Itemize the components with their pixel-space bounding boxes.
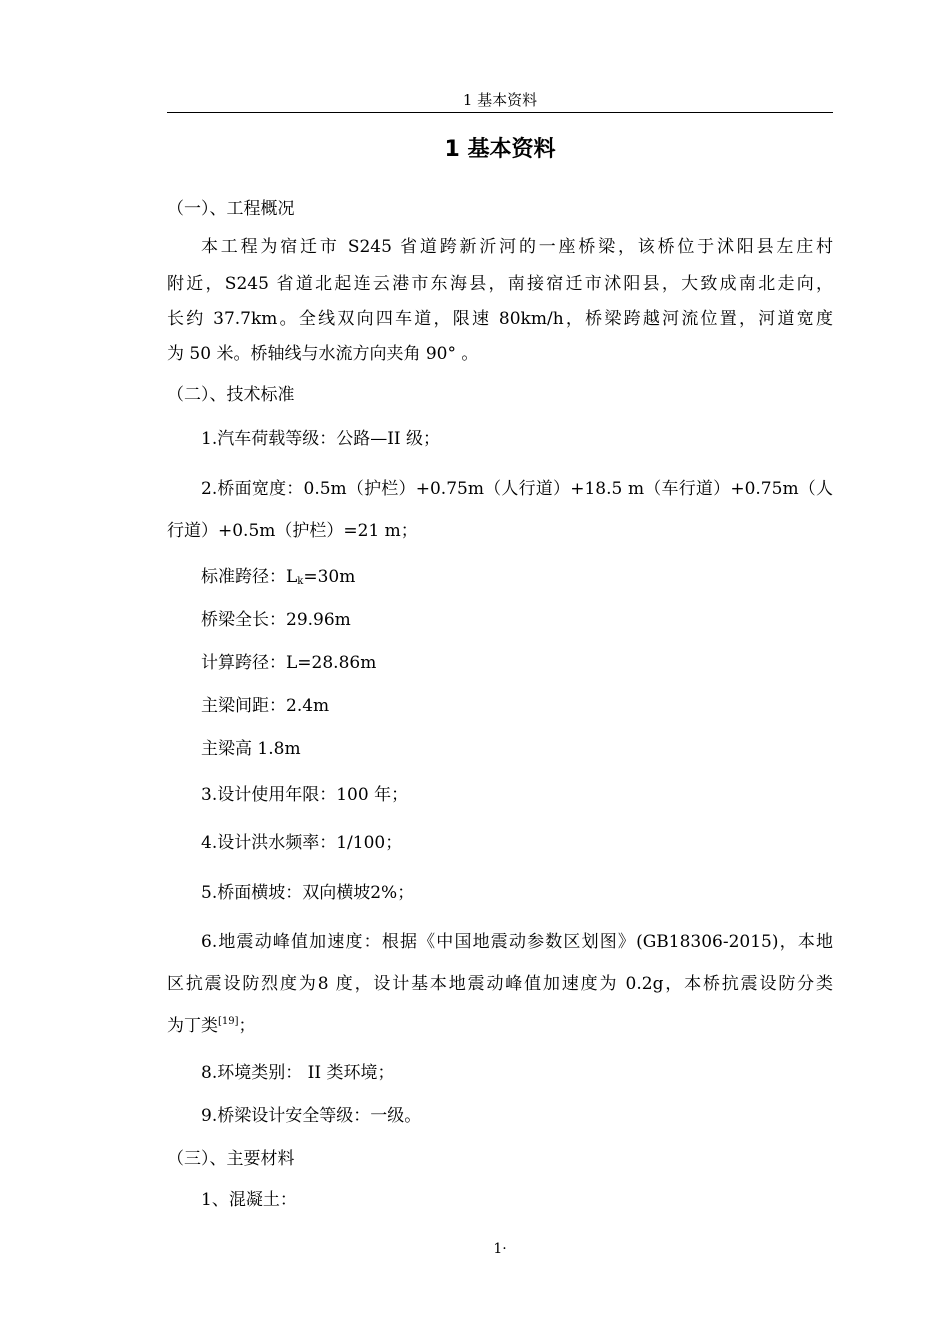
running-header: 1 基本资料: [462, 91, 538, 109]
standard-span-prefix: 标准跨径：L: [201, 567, 298, 587]
section-heading-standards: （二）、技术标准: [167, 385, 295, 405]
girder-height: 主梁高 1.8m: [201, 739, 301, 759]
standard-item-2-line-2: 行道）+0.5m（护栏）=21 m；: [167, 521, 418, 541]
overview-paragraph-line-2: 附近，S245 省道北起连云港市东海县，南接宿迁市沭阳县，大致成南北走向，: [167, 274, 833, 294]
standard-item-3: 3.设计使用年限：100 年；: [201, 785, 409, 805]
standard-item-6-line-1: 6.地震动峰值加速度：根据《中国地震动参数区划图》(GB18306-2015)，本地: [201, 932, 833, 952]
section-heading-materials: （三）、主要材料: [167, 1149, 295, 1169]
overview-paragraph-line-3: 长约 37.7km。全线双向四车道，限速 80km/h，桥梁跨越河流位置，河道宽度: [167, 309, 833, 329]
standard-span-suffix: =30m: [303, 567, 356, 587]
standard-item-2-line-1: 2.桥面宽度：0.5m（护栏）+0.75m（人行道）+18.5 m（车行道）+0.75m（人: [201, 479, 833, 499]
header-rule: [167, 112, 833, 113]
standard-item-6-line-3-text: 为丁类: [167, 1016, 218, 1036]
girder-spacing: 主梁间距：2.4m: [201, 696, 330, 716]
standard-item-6-line-3-end: ；: [238, 1016, 256, 1036]
materials-concrete: 1、混凝土：: [201, 1190, 297, 1210]
standard-item-5: 5.桥面横坡：双向横坡2%；: [201, 883, 415, 903]
overview-paragraph-line-1: 本工程为宿迁市 S245 省道跨新沂河的一座桥梁，该桥位于沭阳县左庄村: [201, 237, 833, 257]
citation-reference: [19]: [218, 1016, 239, 1027]
standard-item-8: 8.环境类别： II 类环境；: [201, 1063, 395, 1083]
overview-paragraph-line-4: 为 50 米。桥轴线与水流方向夹角 90° 。: [167, 344, 479, 364]
standard-item-6-line-2: 区抗震设防烈度为8 度，设计基本地震动峰值加速度为 0.2g，本桥抗震设防分类: [167, 974, 833, 994]
standard-item-4: 4.设计洪水频率：1/100；: [201, 833, 403, 853]
standard-span-subscript: k: [297, 576, 304, 587]
standard-span: [201, 566, 833, 588]
chapter-title: 1 基本资料: [444, 137, 556, 162]
standard-item-1: 1.汽车荷载等级：公路—II 级；: [201, 429, 441, 449]
calculated-span: 计算跨径：L=28.86m: [201, 653, 377, 673]
bridge-total-length: 桥梁全长：29.96m: [201, 610, 351, 630]
standard-item-6-line-3: [167, 1015, 833, 1037]
section-heading-overview: （一）、工程概况: [167, 199, 295, 219]
standard-item-9: 9.桥梁设计安全等级：一级。: [201, 1106, 422, 1126]
page-number: 1·: [493, 1241, 507, 1257]
